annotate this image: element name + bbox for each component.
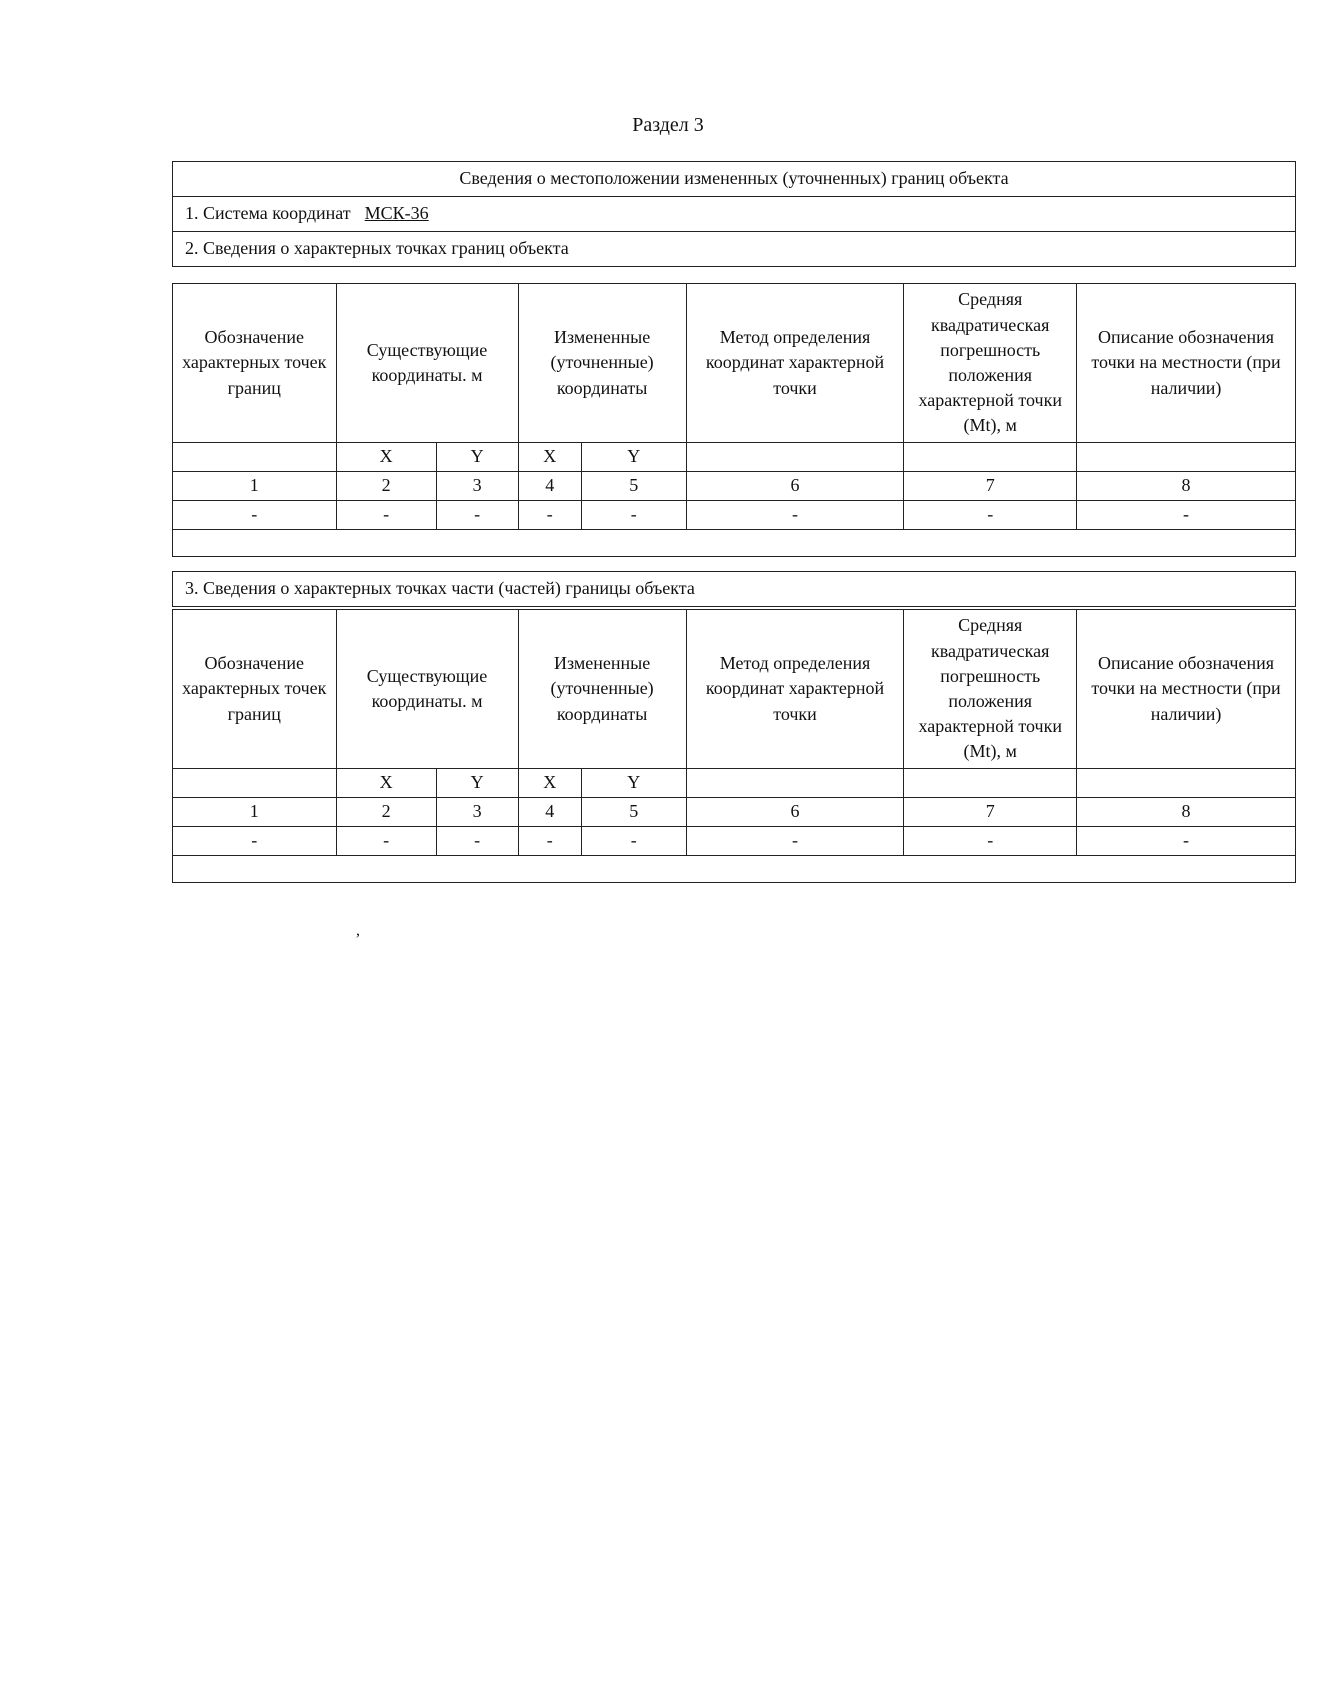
sub-y: Y	[436, 443, 518, 472]
col-mean-error: Средняя квадратическая погрешность положения характерной точки (Mt), м	[904, 610, 1077, 769]
data-cell: -	[686, 827, 904, 856]
column-number: 6	[686, 798, 904, 827]
column-number: 3	[436, 798, 518, 827]
data-cell: -	[518, 827, 581, 856]
column-number: 8	[1077, 798, 1296, 827]
col-changed-coords: Измененные (уточненные) координаты	[518, 284, 686, 443]
points-table-2	[172, 609, 1296, 883]
points-heading: 2. Сведения о характерных точках границ объекта	[173, 232, 1296, 267]
column-number: 8	[1077, 472, 1296, 501]
col-mean-error: Средняя квадратическая погрешность положения характерной точки (Mt), м	[904, 284, 1077, 443]
data-cell: -	[904, 501, 1077, 530]
data-cell: -	[336, 501, 436, 530]
data-cell: -	[1077, 827, 1296, 856]
column-number: 7	[904, 472, 1077, 501]
column-number: 4	[518, 472, 581, 501]
sub-x: X	[518, 443, 581, 472]
column-number: 5	[581, 472, 686, 501]
sub-empty	[686, 443, 904, 472]
column-number: 1	[173, 798, 337, 827]
column-number: 1	[173, 472, 337, 501]
sub-empty	[1077, 443, 1296, 472]
sub-x: X	[518, 769, 581, 798]
info-table	[172, 161, 1296, 267]
data-cell: -	[1077, 501, 1296, 530]
data-cell: -	[581, 501, 686, 530]
points-table-1	[172, 283, 1296, 557]
part-heading: 3. Сведения о характерных точках части (частей) границы объекта	[173, 572, 1296, 607]
data-cell: -	[518, 501, 581, 530]
sub-empty	[1077, 769, 1296, 798]
col-point-designation: Обозначение характерных точек границ	[173, 284, 337, 443]
empty-row	[173, 856, 1296, 883]
info-heading: Сведения о местоположении измененных (уточненных) границ объекта	[173, 162, 1296, 197]
column-number: 2	[336, 472, 436, 501]
sub-empty	[904, 443, 1077, 472]
data-cell: -	[336, 827, 436, 856]
sub-x: X	[336, 769, 436, 798]
column-number: 4	[518, 798, 581, 827]
column-number: 5	[581, 798, 686, 827]
sub-y: Y	[436, 769, 518, 798]
data-cell: -	[436, 827, 518, 856]
sub-empty	[173, 443, 337, 472]
coord-system-label: 1. Система координат	[185, 203, 351, 224]
data-cell: -	[436, 501, 518, 530]
coord-system-row	[173, 197, 1296, 232]
col-existing-coords: Существующие координаты. м	[336, 610, 518, 769]
col-existing-coords: Существующие координаты. м	[336, 284, 518, 443]
sub-empty	[686, 769, 904, 798]
section-title: Раздел 3	[632, 114, 704, 136]
sub-y: Y	[581, 769, 686, 798]
col-method: Метод определения координат характерной точки	[686, 610, 904, 769]
part-heading-table	[172, 571, 1296, 607]
column-number: 7	[904, 798, 1077, 827]
sub-empty	[173, 769, 337, 798]
col-method: Метод определения координат характерной точки	[686, 284, 904, 443]
data-cell: -	[173, 501, 337, 530]
column-number: 3	[436, 472, 518, 501]
data-cell: -	[173, 827, 337, 856]
col-changed-coords: Измененные (уточненные) координаты	[518, 610, 686, 769]
coord-system-value: МСК-36	[364, 203, 429, 224]
data-cell: -	[904, 827, 1077, 856]
stray-mark: ,	[356, 922, 360, 939]
sub-empty	[904, 769, 1077, 798]
data-cell: -	[581, 827, 686, 856]
col-point-designation: Обозначение характерных точек границ	[173, 610, 337, 769]
col-description: Описание обозначения точки на местности (при наличии)	[1077, 610, 1296, 769]
empty-row	[173, 530, 1296, 557]
data-cell: -	[686, 501, 904, 530]
col-description: Описание обозначения точки на местности (при наличии)	[1077, 284, 1296, 443]
column-number: 2	[336, 798, 436, 827]
column-number: 6	[686, 472, 904, 501]
sub-y: Y	[581, 443, 686, 472]
sub-x: X	[336, 443, 436, 472]
